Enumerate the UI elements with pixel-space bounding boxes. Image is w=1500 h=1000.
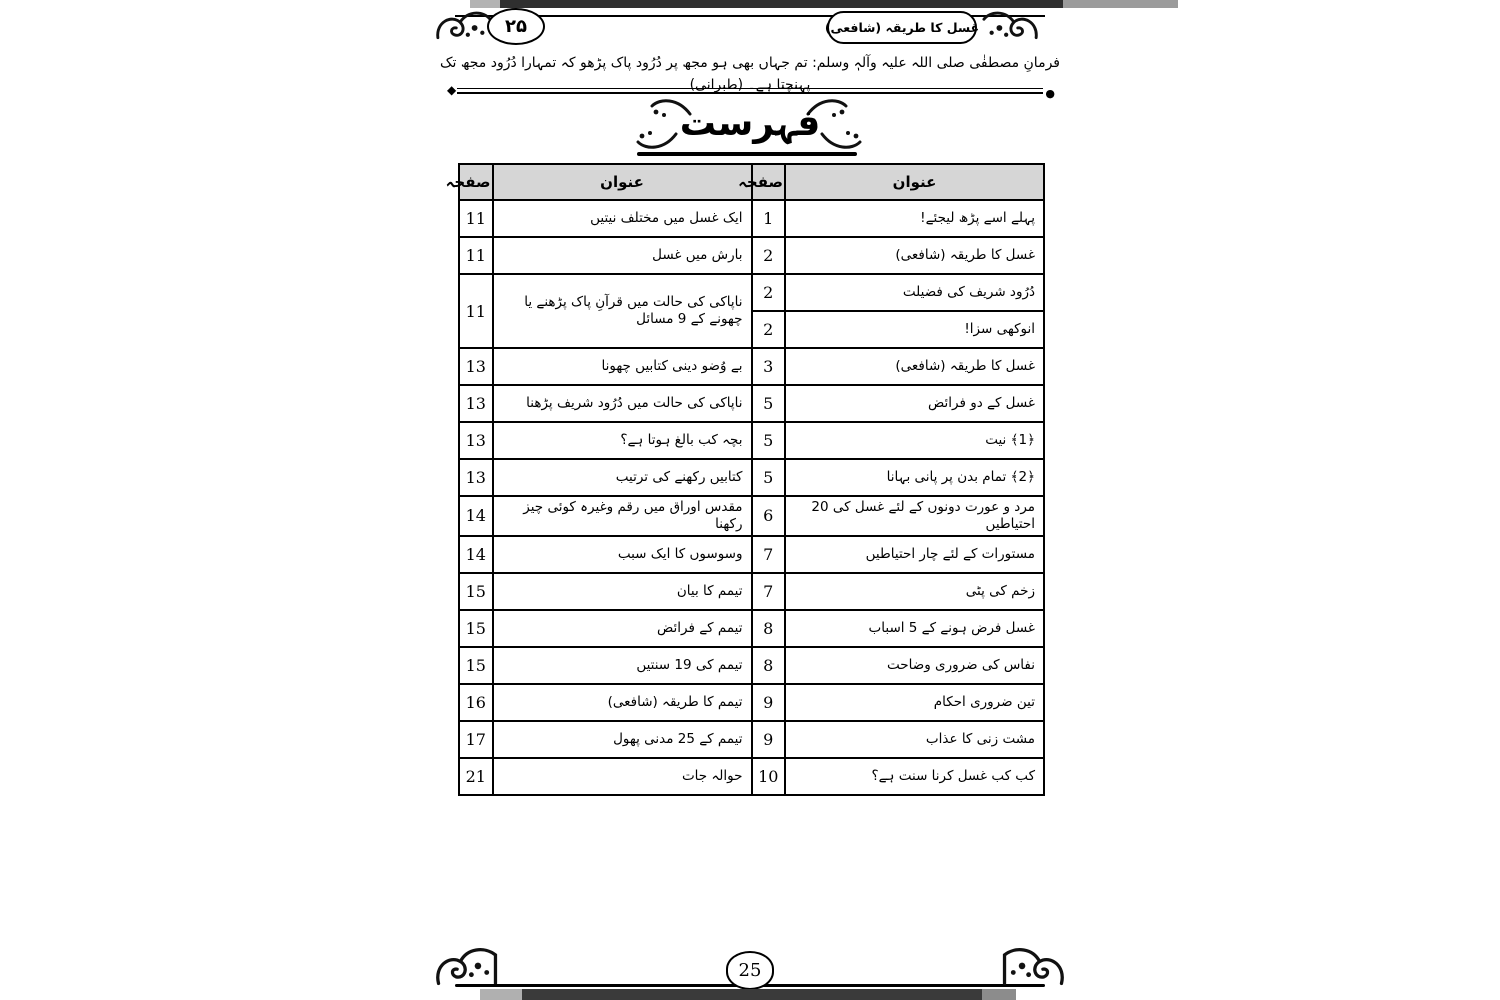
toc-row <box>459 422 1044 459</box>
toc-row <box>459 721 1044 758</box>
toc-entry-page: 2 <box>752 311 786 348</box>
toc-entry-title: ناپاکی کی حالت میں دُرُود شریف پڑھنا <box>493 385 752 422</box>
toc-entry-page: 9 <box>752 721 786 758</box>
toc-entry-title: انوکھی سزا! <box>785 311 1044 348</box>
toc-entry-page: 15 <box>459 610 493 647</box>
toc-row <box>459 647 1044 684</box>
dot-icon: ● <box>1045 87 1055 100</box>
toc-entry-title: غسل کا طریقہ (شافعی) <box>785 237 1044 274</box>
toc-entry-page: 15 <box>459 647 493 684</box>
toc-entry-page: 3 <box>752 348 786 385</box>
toc-entry-title: ﴿2﴾ تمام بدن پر پانی بہانا <box>785 459 1044 496</box>
toc-entry-title: مقدس اوراق میں رقم وغیرہ کوئی چیز رکھنا <box>493 496 752 536</box>
toc-entry-title: کتابیں رکھنے کی ترتیب <box>493 459 752 496</box>
toc-entry-page: 13 <box>459 459 493 496</box>
toc-entry-title: دُرُود شریف کی فضیلت <box>785 274 1044 311</box>
flourish-ornament-icon <box>982 6 1040 48</box>
toc-entry-page: 15 <box>459 573 493 610</box>
toc-row <box>459 684 1044 721</box>
section-title: فہرست <box>679 102 821 144</box>
toc-entry-page: 8 <box>752 610 786 647</box>
toc-entry-title: کب کب غسل کرنا سنت ہے؟ <box>785 758 1044 795</box>
toc-entry-title: زخم کی پٹی <box>785 573 1044 610</box>
toc-entry-page: 11 <box>459 237 493 274</box>
diamond-icon: ◆ <box>447 83 457 97</box>
toc-entry-title: مرد و عورت دونوں کے لئے غسل کی 20 احتیاطیں <box>785 496 1044 536</box>
toc-header-row <box>459 164 1044 200</box>
toc-entry-page: 6 <box>752 496 786 536</box>
toc-row <box>459 536 1044 573</box>
toc-entry-title: تین ضروری احکام <box>785 684 1044 721</box>
flourish-ornament-icon <box>434 6 492 48</box>
toc-entry-title: تیمم کے 25 مدنی پھول <box>493 721 752 758</box>
toc-entry-title: ناپاکی کی حالت میں قرآنِ پاک پڑھنے یا چھونے کے 9 مسائل <box>493 274 752 348</box>
toc-entry-page: 1 <box>752 200 786 237</box>
toc-entry-title: تیمم کی 19 سنتیں <box>493 647 752 684</box>
toc-entry-title: تیمم کا بیان <box>493 573 752 610</box>
ornamental-divider <box>447 83 1055 100</box>
footer-page-number-badge: 25 <box>726 951 774 990</box>
toc-entry-page: 8 <box>752 647 786 684</box>
toc-entry-title: ایک غسل میں مختلف نیتیں <box>493 200 752 237</box>
toc-row <box>459 459 1044 496</box>
toc-entry-page: 2 <box>752 237 786 274</box>
toc-entry-title: تیمم کے فرائض <box>493 610 752 647</box>
toc-entry-page: 2 <box>752 274 786 311</box>
toc-table <box>445 163 1045 796</box>
toc-entry-title: وسوسوں کا ایک سبب <box>493 536 752 573</box>
toc-entry-page: 21 <box>459 758 493 795</box>
toc-entry-page: 13 <box>459 385 493 422</box>
toc-entry-title: بچہ کب بالغ ہوتا ہے؟ <box>493 422 752 459</box>
toc-row <box>459 348 1044 385</box>
toc-entry-page: 5 <box>752 459 786 496</box>
toc-entry-page: 11 <box>459 200 493 237</box>
toc-row <box>459 610 1044 647</box>
scan-edge-bottom <box>0 989 1500 1000</box>
toc-entry-title: غسل کا طریقہ (شافعی) <box>785 348 1044 385</box>
toc-entry-title: مستورات کے لئے چار احتیاطیں <box>785 536 1044 573</box>
toc-entry-page: 7 <box>752 573 786 610</box>
toc-entry-page: 14 <box>459 496 493 536</box>
toc-entry-page: 7 <box>752 536 786 573</box>
toc-entry-page: 11 <box>459 274 493 348</box>
toc-row <box>459 758 1044 795</box>
toc-entry-title: حوالہ جات <box>493 758 752 795</box>
toc-row <box>459 496 1044 536</box>
toc-entry-title: بے وُضو دینی کتابیں چھونا <box>493 348 752 385</box>
toc-entry-page: 5 <box>752 422 786 459</box>
toc-entry-page: 14 <box>459 536 493 573</box>
toc-header-title: عنوان <box>785 164 1044 200</box>
toc-row <box>459 385 1044 422</box>
scan-edge-top <box>0 0 1500 8</box>
toc-row <box>459 274 1044 311</box>
toc-entry-title: غسل فرض ہونے کے 5 اسباب <box>785 610 1044 647</box>
toc-entry-page: 17 <box>459 721 493 758</box>
toc-row <box>459 237 1044 274</box>
toc-entry-page: 13 <box>459 422 493 459</box>
header-page-number-badge: ۲۵ <box>487 8 545 45</box>
header-book-title-badge: غسل کا طریقہ (شافعی) <box>827 11 977 44</box>
toc-row <box>459 200 1044 237</box>
toc-entry-page: 13 <box>459 348 493 385</box>
toc-header-page: صفحہ <box>459 164 493 200</box>
toc-entry-page: 9 <box>752 684 786 721</box>
toc-entry-page: 10 <box>752 758 786 795</box>
section-title-underline <box>637 152 857 156</box>
toc-entry-page: 16 <box>459 684 493 721</box>
toc-entry-title: بارش میں غسل <box>493 237 752 274</box>
toc-row <box>459 573 1044 610</box>
toc-entry-title: تیمم کا طریقہ (شافعی) <box>493 684 752 721</box>
toc-entry-title: پہلے اسے پڑھ لیجئے! <box>785 200 1044 237</box>
hadith-line: فرمانِ مصطفٰی صلی اللہ علیہ وآلہٖ وسلم: تم جہاں بھی ہو مجھ پر دُرُود پاک پڑھو کہ تمہارا دُرُود مجھ تک پہنچتا ہے۔ (طبرانی) <box>440 55 1060 94</box>
flourish-ornament-icon <box>1000 944 1066 990</box>
toc-entry-title: مشت زنی کا عذاب <box>785 721 1044 758</box>
toc-entry-title: نفاس کی ضروری وضاحت <box>785 647 1044 684</box>
toc-header-title: عنوان <box>493 164 752 200</box>
toc-entry-title: ﴿1﴾ نیت <box>785 422 1044 459</box>
toc-header-page: صفحہ <box>752 164 786 200</box>
toc-entry-title: غسل کے دو فرائض <box>785 385 1044 422</box>
toc-entry-page: 5 <box>752 385 786 422</box>
